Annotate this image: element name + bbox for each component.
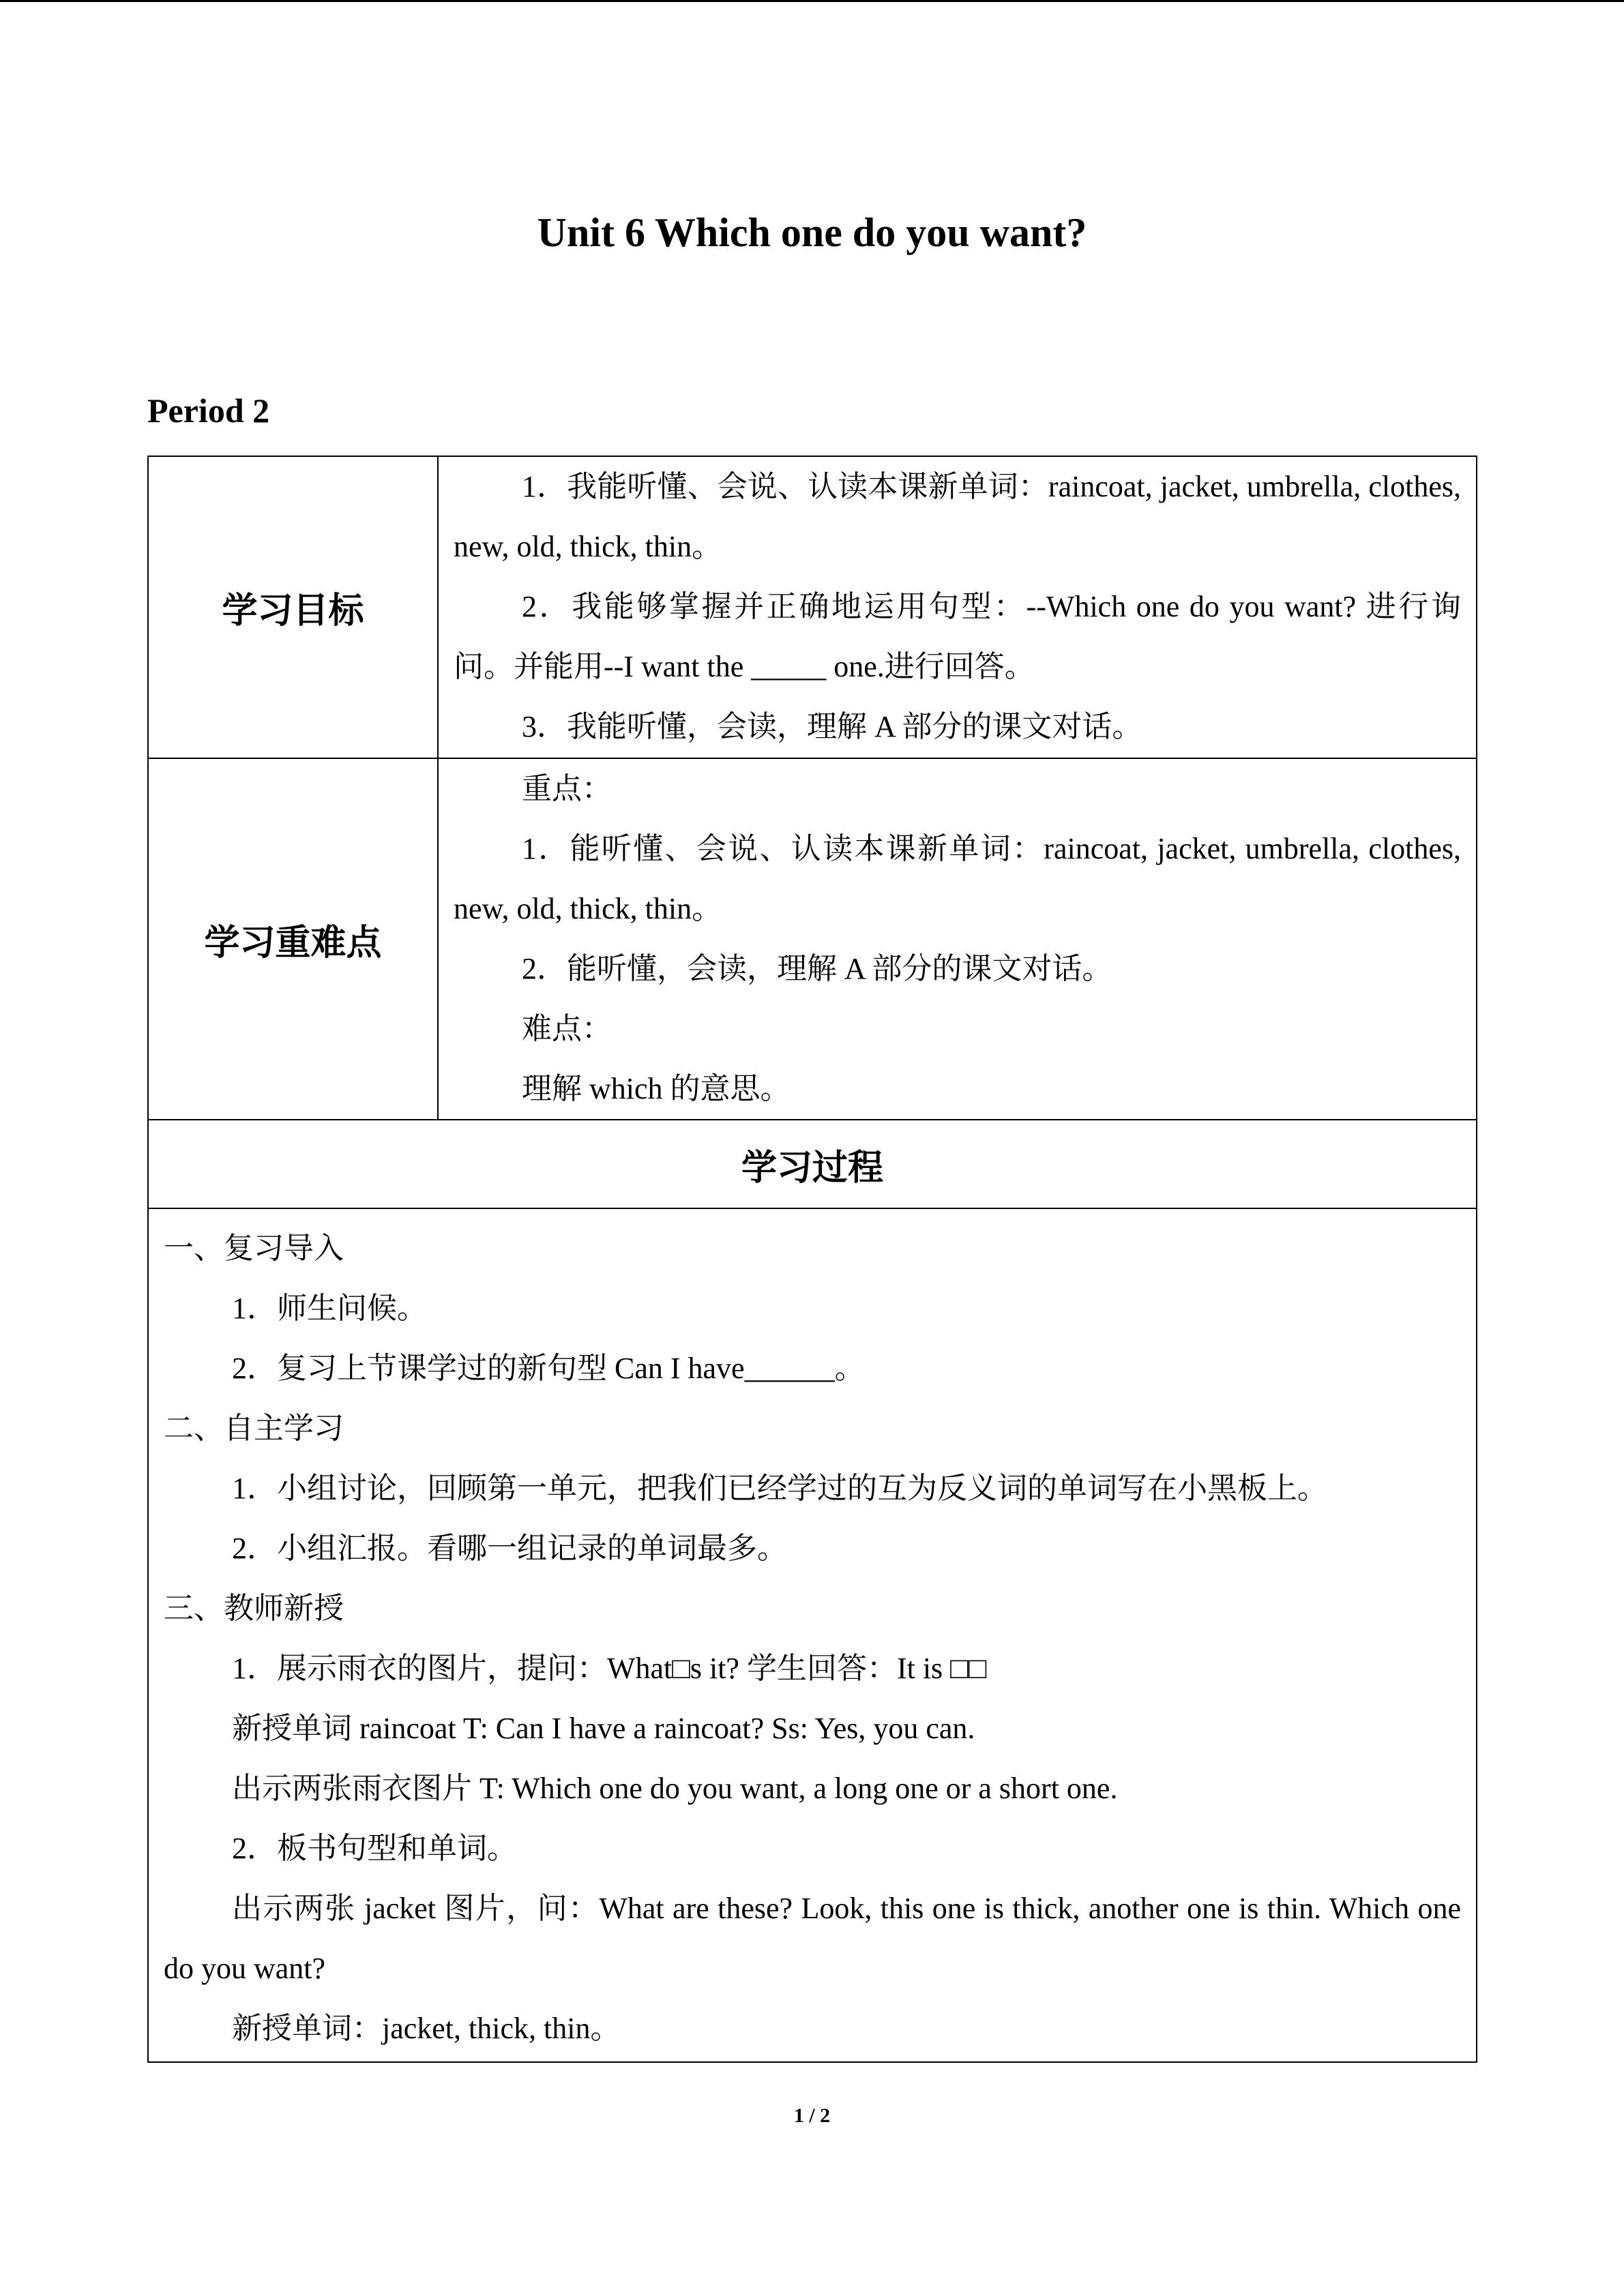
process-line: 出示两张 jacket 图片，问：What are these? Look, this one is thick, another one is thin. Which one do you want? [164,1892,1461,1985]
objective-line-3: 3．我能听懂，会读，理解 A 部分的课文对话。 [522,710,1142,743]
process-line: 1．小组讨论，回顾第一单元，把我们已经学过的互为反义词的单词写在小黑板上。 [232,1472,1327,1505]
key-points-row [148,758,1477,1120]
process-line: 2．板书句型和单词。 [232,1832,517,1865]
process-line: 1．师生问候。 [232,1292,427,1325]
objectives-label: 学习目标 [148,456,438,758]
objectives-content [438,456,1477,758]
key-point-line-1: 重点： [522,772,612,805]
key-point-line-3: 2．能听懂，会读，理解 A 部分的课文对话。 [522,952,1112,985]
process-line: 1．展示雨衣的图片，提问：What□s it? 学生回答：It is □□ [232,1652,987,1685]
process-line: 2．小组汇报。看哪一组记录的单词最多。 [232,1532,787,1565]
process-header-row [148,1120,1477,1208]
key-point-line-2: 1．能听懂、会说、认读本课新单词：raincoat, jacket, umbrella, clothes, new, old, thick, thin。 [454,832,1461,925]
process-line: 一、复习导入 [164,1232,344,1265]
objective-line-1: 1．我能听懂、会说、认读本课新单词：raincoat, jacket, umbrella, clothes, new, old, thick, thin。 [454,470,1461,563]
period-heading: Period 2 [147,391,270,430]
page-number: 1 / 2 [793,2104,831,2127]
top-border [0,0,1624,2]
objective-line-2: 2．我能够掌握并正确地运用句型：--Which one do you want? 进行询问。并能用--I want the _____ one.进行回答。 [454,590,1461,683]
process-line: 出示两张雨衣图片 T: Which one do you want, a long one or a short one. [232,1772,1118,1805]
process-line: 新授单词 raincoat T: Can I have a raincoat? Ss: Yes, you can. [232,1712,975,1745]
key-points-label: 学习重难点 [148,758,438,1120]
key-point-line-5: 理解 which 的意思。 [522,1072,791,1105]
key-points-content [438,758,1477,1120]
process-line: 三、教师新授 [164,1592,344,1625]
key-point-line-4: 难点： [522,1012,612,1045]
process-header: 学习过程 [148,1120,1477,1208]
document-title: Unit 6 Which one do you want? [537,210,1087,255]
process-row [148,1208,1477,2062]
process-line: 新授单词：jacket, thick, thin。 [232,2012,621,2045]
objectives-row [148,456,1477,758]
process-line: 2．复习上节课学过的新句型 Can I have______。 [232,1352,865,1385]
lesson-plan-table [147,456,1477,2063]
process-content [148,1208,1477,2062]
process-line: 二、自主学习 [164,1412,344,1445]
